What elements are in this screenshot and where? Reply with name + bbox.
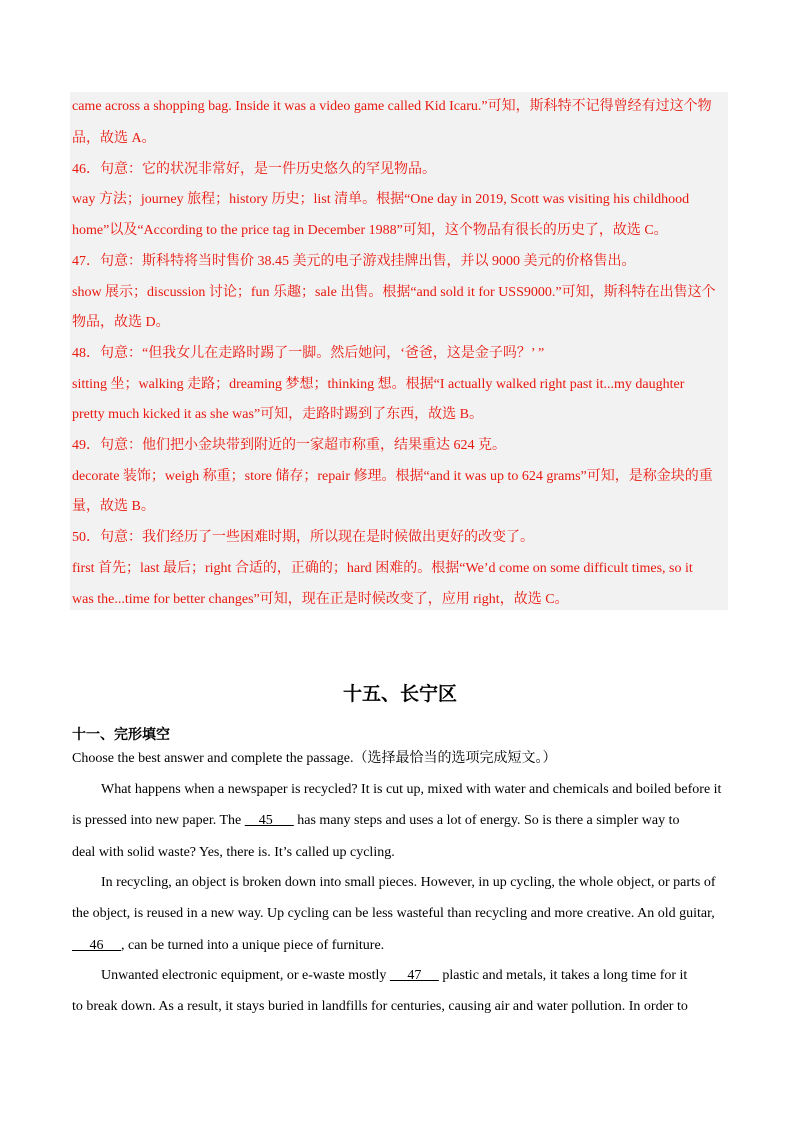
- passage-text: is pressed into new paper. The: [72, 813, 245, 828]
- blank-45[interactable]: 45: [244, 813, 294, 828]
- answer-line: home”以及“According to the price tag in December 1988”可知，这个物品有很长的历史了，故选 C。: [72, 223, 668, 238]
- passage-text: Unwanted electronic equipment, or e-waste mostly: [101, 968, 390, 983]
- passage-line: [72, 937, 384, 955]
- answer-line: sitting 坐；walking 走路；dreaming 梦想；thinking 想。根据“I actually walked right past it...my daughter: [72, 377, 685, 392]
- passage-text: , can be turned into a unique piece of furniture.: [121, 938, 385, 953]
- passage-line: to break down. As a result, it stays buried in landfills for centuries, causing air and water pollution. In order to: [72, 999, 688, 1014]
- instruction-text: Choose the best answer and complete the passage.（选择最恰当的选项完成短文。）: [72, 751, 557, 766]
- passage-line: In recycling, an object is broken down into small pieces. However, in up cycling, the whole object, or parts of: [101, 875, 716, 890]
- answer-line: way 方法；journey 旅程；history 历史；list 清单。根据“One day in 2019, Scott was visiting his childhood: [72, 192, 690, 207]
- passage-line: What happens when a newspaper is recycled? It is cut up, mixed with water and chemicals and boiled before it: [101, 782, 722, 797]
- answer-line: 47．句意：斯科特将当时售价 38.45 美元的电子游戏挂牌出售，并以 9000 美元的价格售出。: [72, 254, 636, 269]
- answer-line: was the...time for better changes”可知，现在正是时候改变了，应用 right，故选 C。: [72, 592, 569, 607]
- answer-line: pretty much kicked it as she was”可知，走路时踢到了东西，故选 B。: [72, 407, 484, 422]
- passage-line: deal with solid waste? Yes, there is. It’s called up cycling.: [72, 845, 395, 860]
- answer-line: 46．句意：它的状况非常好，是一件历史悠久的罕见物品。: [72, 162, 436, 177]
- answer-line: 49．句意：他们把小金块带到附近的一家超市称重，结果重达 624 克。: [72, 438, 506, 453]
- answer-line: decorate 装饰；weigh 称重；store 储存；repair 修理。根据“and it was up to 624 grams”可知，是称金块的重: [72, 469, 713, 484]
- answer-line: 品，故选 A。: [72, 131, 156, 146]
- passage-line: [72, 812, 679, 830]
- answer-line: 48．句意：“但我女儿在走路时踢了一脚。然后她问，‘爸爸，这是金子吗？’ ”: [72, 346, 545, 361]
- answer-line: show 展示；discussion 讨论；fun 乐趣；sale 出售。根据“and sold it for USS9000.”可知，斯科特在出售这个: [72, 285, 716, 300]
- answer-line: 量，故选 B。: [72, 499, 155, 514]
- blank-47[interactable]: 47: [389, 968, 439, 983]
- answer-line: 物品，故选 D。: [72, 315, 170, 330]
- blank-46[interactable]: 46: [72, 938, 121, 953]
- question-heading: 十一、完形填空: [72, 728, 170, 743]
- answer-line: first 首先；last 最后；right 合适的，正确的；hard 困难的。根据“We’d come on some difficult times, so it: [72, 561, 693, 576]
- answer-line: came across a shopping bag. Inside it was a video game called Kid Icaru.”可知，斯科特不记得曾经有过这个物: [72, 99, 712, 114]
- passage-text: plastic and metals, it takes a long time for it: [438, 968, 688, 983]
- passage-line: [101, 967, 687, 985]
- passage-text: has many steps and uses a lot of energy. So is there a simpler way to: [293, 813, 680, 828]
- answer-line: 50．句意：我们经历了一些困难时期，所以现在是时候做出更好的改变了。: [72, 530, 534, 545]
- passage-line: the object, is reused in a new way. Up cycling can be less wasteful than recycling and more creative. An old guitar,: [72, 906, 715, 921]
- section-title: 十五、长宁区: [342, 684, 457, 705]
